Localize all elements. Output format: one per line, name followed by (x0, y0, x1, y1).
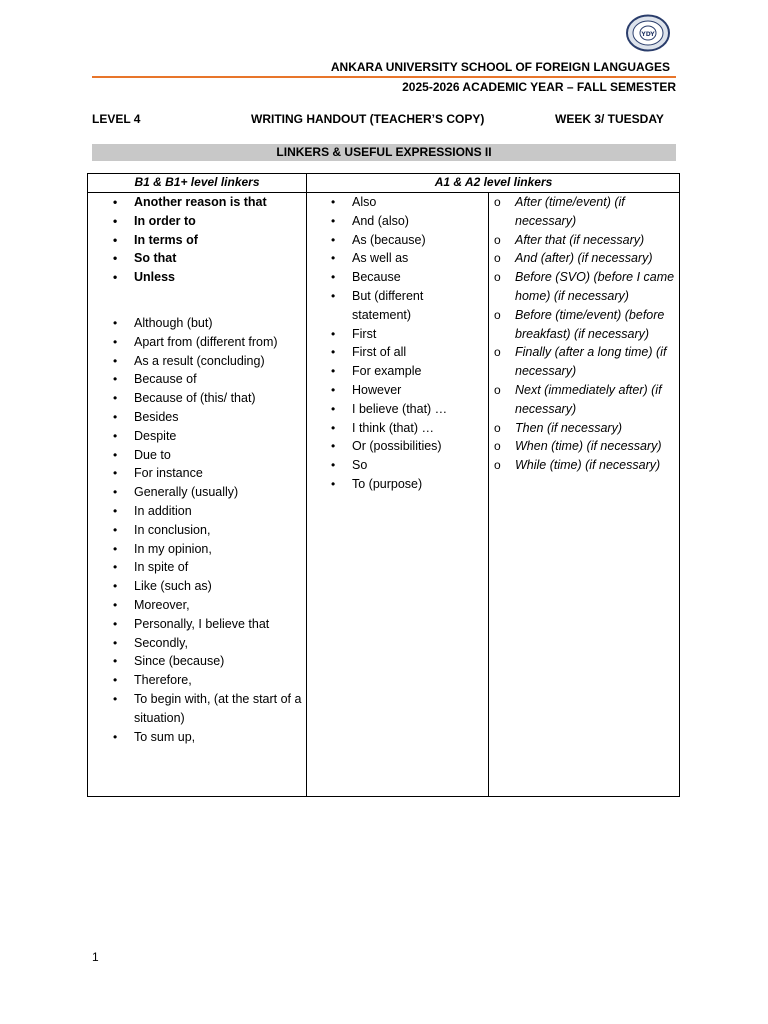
bullet-icon: • (331, 382, 336, 397)
list-item (113, 558, 306, 577)
linker-text: Besides (134, 409, 179, 424)
linker-text: As well as (352, 251, 409, 266)
bullet-icon: • (113, 616, 118, 631)
bullet-icon: o (494, 420, 501, 435)
bullet-icon: o (494, 439, 501, 454)
linker-text: Despite (134, 428, 177, 443)
linker-text: To (purpose) (352, 476, 423, 491)
bullet-icon: • (113, 597, 118, 612)
bullet-icon: • (331, 364, 336, 379)
linker-text: In my opinion, (134, 541, 212, 556)
column-divider (306, 174, 307, 796)
linker-text: Before (SVO) (before I came home) (if necessary) (515, 270, 675, 303)
bullet-icon: o (494, 382, 501, 397)
list-item (331, 400, 482, 419)
linker-text: Since (because) (134, 654, 225, 669)
linker-text: Before (time/event) (before breakfast) (if necessary) (515, 307, 665, 341)
bullet-icon: o (494, 270, 501, 285)
bullet-icon: • (113, 635, 118, 650)
list-item (331, 381, 482, 400)
a1-linkers-list (331, 193, 482, 494)
bullet-icon: • (331, 213, 336, 228)
linker-text: For example (352, 364, 422, 379)
level-label: LEVEL 4 (92, 112, 141, 126)
list-item (494, 306, 680, 344)
linker-text: Because of (134, 372, 197, 387)
list-item (331, 287, 482, 325)
list-item (331, 419, 482, 438)
list-item (331, 475, 482, 494)
linker-text: As a result (concluding) (134, 353, 265, 368)
bullet-icon: o (494, 251, 501, 266)
bullet-icon: • (113, 428, 118, 443)
list-item (113, 596, 306, 615)
bullet-icon: • (331, 476, 336, 491)
list-item (113, 231, 304, 250)
bullet-icon: • (331, 251, 336, 266)
handout-title: WRITING HANDOUT (TEACHER’S COPY) (251, 112, 485, 126)
linker-text: After that (if necessary) (515, 232, 645, 247)
linker-text: Or (possibilities) (352, 439, 442, 454)
list-item (494, 268, 680, 306)
list-item (113, 427, 306, 446)
list-item (494, 193, 680, 231)
institution-name: ANKARA UNIVERSITY SCHOOL OF FOREIGN LANGUAGES (330, 60, 670, 74)
bullet-icon: • (113, 270, 118, 285)
list-item (494, 231, 680, 250)
bullet-icon: • (113, 485, 118, 500)
linker-text: Because of (this/ that) (134, 391, 256, 406)
linker-text: I believe (that) … (352, 401, 448, 416)
list-item (113, 352, 306, 371)
list-item (494, 437, 680, 456)
list-item (494, 343, 680, 381)
bullet-icon: • (113, 353, 118, 368)
bullet-icon: • (331, 420, 336, 435)
linker-text: And (after) (if necessary) (515, 251, 653, 266)
bullet-icon: • (331, 401, 336, 416)
list-item (113, 652, 306, 671)
bullet-icon: • (331, 232, 336, 247)
bullet-icon: o (494, 307, 501, 322)
list-item (331, 362, 482, 381)
list-item (331, 193, 482, 212)
list-item (331, 456, 482, 475)
list-item (113, 314, 306, 333)
linker-text: And (also) (352, 213, 409, 228)
linker-text: So (352, 458, 368, 473)
linker-text: When (time) (if necessary) (515, 439, 662, 454)
bullet-icon: • (331, 288, 336, 303)
list-item (113, 577, 306, 596)
university-seal-logo (626, 14, 670, 52)
linker-text: As (because) (352, 232, 426, 247)
linker-text: However (352, 382, 402, 397)
linker-text: Like (such as) (134, 579, 212, 594)
linker-text: Generally (usually) (134, 485, 239, 500)
bullet-icon: • (113, 673, 118, 688)
linker-text: In order to (134, 213, 196, 228)
bullet-icon: o (494, 232, 501, 247)
linker-text: While (time) (if necessary) (515, 458, 661, 473)
bullet-icon: • (113, 503, 118, 518)
bullet-icon: • (113, 447, 118, 462)
b1-key-linkers-list (113, 193, 304, 287)
linker-text: Moreover, (134, 597, 190, 612)
linker-text: Finally (after a long time) (if necessary) (515, 345, 667, 379)
header-divider (92, 76, 676, 78)
linker-text: But (different statement) (352, 288, 424, 322)
linker-text: To sum up, (134, 729, 196, 744)
list-item (494, 249, 680, 268)
list-item (113, 212, 304, 231)
list-item (331, 268, 482, 287)
linker-text: First of all (352, 345, 407, 360)
linker-text: To begin with, (at the start of a situation) (134, 691, 302, 725)
linker-text: Therefore, (134, 673, 192, 688)
linker-text: In conclusion, (134, 522, 211, 537)
list-item (113, 502, 306, 521)
bullet-icon: • (331, 345, 336, 360)
linker-text: In addition (134, 503, 192, 518)
list-item (113, 333, 306, 352)
linker-text: Due to (134, 447, 171, 462)
list-item (113, 671, 306, 690)
section-title: LINKERS & USEFUL EXPRESSIONS II (92, 144, 676, 161)
linker-text: Then (if necessary) (515, 420, 622, 435)
list-item (331, 212, 482, 231)
list-item (113, 634, 306, 653)
bullet-icon: o (494, 195, 501, 209)
bullet-icon: • (113, 691, 118, 706)
a1-column-heading: A1 & A2 level linkers (434, 175, 553, 189)
bullet-icon: • (331, 439, 336, 454)
bullet-icon: • (113, 334, 118, 349)
linker-text: Personally, I believe that (134, 616, 270, 631)
bullet-icon: • (331, 326, 336, 341)
list-item (494, 456, 680, 475)
linker-text: In spite of (134, 560, 189, 575)
list-item (113, 521, 306, 540)
bullet-icon: • (331, 458, 336, 473)
bullet-icon: • (331, 270, 336, 285)
bullet-icon: o (494, 458, 501, 473)
list-item (113, 370, 306, 389)
linker-text: In terms of (134, 232, 198, 247)
linker-text: Another reason is that (134, 195, 267, 209)
bullet-icon: • (113, 654, 118, 669)
linker-text: Apart from (different from) (134, 334, 278, 349)
bullet-icon: • (113, 251, 118, 266)
bullet-icon: • (331, 195, 336, 209)
list-item (113, 728, 306, 747)
bullet-icon: • (113, 213, 118, 228)
list-item (331, 249, 482, 268)
column-divider (488, 193, 489, 796)
week-label: WEEK 3/ TUESDAY (555, 112, 664, 126)
bullet-icon: • (113, 409, 118, 424)
linker-text: Next (immediately after) (if necessary) (515, 382, 662, 416)
b1-column-heading: B1 & B1+ level linkers (134, 175, 260, 189)
bullet-icon: o (494, 345, 501, 360)
bullet-icon: • (113, 560, 118, 575)
list-item (113, 446, 306, 465)
linkers-table (87, 173, 680, 797)
list-item (113, 690, 306, 728)
bullet-icon: • (113, 316, 118, 330)
list-item (113, 464, 306, 483)
list-item (113, 268, 304, 287)
linker-text: First (352, 326, 377, 341)
list-item (331, 437, 482, 456)
list-item (113, 540, 306, 559)
list-item (331, 231, 482, 250)
list-item (331, 343, 482, 362)
linker-text: Also (352, 195, 377, 209)
list-item (113, 193, 304, 212)
linker-text: So that (134, 251, 177, 266)
svg-text:YDY: YDY (641, 31, 655, 38)
academic-year: 2025-2026 ACADEMIC YEAR – FALL SEMESTER (402, 80, 676, 94)
page-number: 1 (92, 950, 99, 964)
linker-text: Although (but) (134, 316, 213, 330)
bullet-icon: • (113, 579, 118, 594)
bullet-icon: • (113, 541, 118, 556)
linker-text: For instance (134, 466, 203, 481)
list-item (494, 419, 680, 438)
bullet-icon: • (113, 372, 118, 387)
linker-text: After (time/event) (if necessary) (515, 195, 625, 228)
bullet-icon: • (113, 195, 118, 209)
list-item (113, 615, 306, 634)
bullet-icon: • (113, 466, 118, 481)
a1-time-linkers-list (494, 193, 680, 475)
bullet-icon: • (113, 522, 118, 537)
linker-text: Unless (134, 270, 175, 285)
linker-text: Secondly, (134, 635, 188, 650)
list-item (113, 483, 306, 502)
list-item (494, 381, 680, 419)
list-item (113, 249, 304, 268)
list-item (113, 389, 306, 408)
list-item (113, 408, 306, 427)
linker-text: I think (that) … (352, 420, 434, 435)
list-item (331, 325, 482, 344)
linker-text: Because (352, 270, 401, 285)
b1-linkers-list (113, 314, 306, 746)
bullet-icon: • (113, 391, 118, 406)
bullet-icon: • (113, 729, 118, 744)
bullet-icon: • (113, 232, 118, 247)
